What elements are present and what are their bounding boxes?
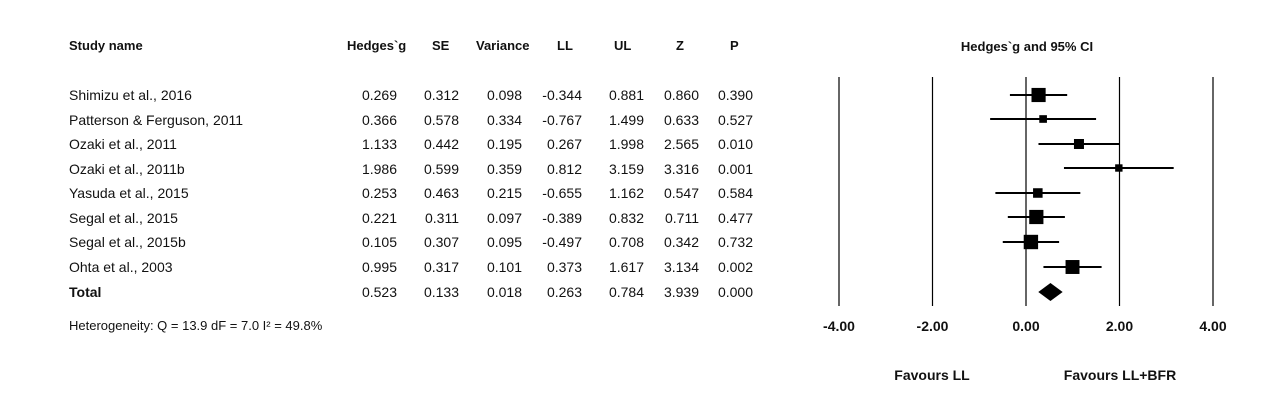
table-row-7-value-4: 0.708 (608, 234, 644, 250)
table-row-2-value-1: 0.578 (423, 112, 459, 128)
x-tick-label-4: 4.00 (1199, 318, 1227, 334)
effect-square-2 (1039, 115, 1047, 123)
table-row-6-value-3: -0.389 (542, 210, 582, 226)
table-row-6-value-4: 0.832 (608, 210, 644, 226)
table-row-6-name: Segal et al., 2015 (69, 210, 178, 226)
table-row-3-value-4: 1.998 (608, 136, 644, 152)
table-row-8-value-2: 0.101 (486, 259, 522, 275)
table-row-1-value-2: 0.098 (486, 87, 522, 103)
table-row-2-name: Patterson & Ferguson, 2011 (69, 112, 244, 128)
table-row-2-value-6: 0.527 (717, 112, 753, 128)
x-tick-label-0: -4.00 (823, 318, 855, 334)
table-row-6-value-6: 0.477 (717, 210, 753, 226)
effect-square-1 (1032, 88, 1046, 102)
x-tick-label-3: 2.00 (1105, 318, 1134, 334)
table-row-total-value-0: 0.523 (361, 284, 397, 300)
table-row-5-value-3: -0.655 (542, 185, 582, 201)
table-row-2-value-5: 0.633 (663, 112, 699, 128)
header-se: SE (432, 38, 450, 53)
table-row-2-value-0: 0.366 (361, 112, 397, 128)
effect-square-7 (1024, 235, 1038, 249)
table-row-5-value-6: 0.584 (717, 185, 753, 201)
table-row-6-value-1: 0.311 (425, 210, 459, 226)
table-row-1-value-4: 0.881 (608, 87, 644, 103)
favours-left-label: Favours LL (894, 367, 970, 383)
table-row-total-value-5: 3.939 (663, 284, 699, 300)
table-row-8-value-6: 0.002 (717, 259, 753, 275)
table-row-4-value-2: 0.359 (486, 161, 522, 177)
table-row-total-name: Total (69, 284, 102, 300)
table-row-3-value-5: 2.565 (663, 136, 699, 152)
x-tick-label-1: -2.00 (916, 318, 949, 334)
table-row-total-value-1: 0.133 (423, 284, 459, 300)
table-row-7-value-6: 0.732 (717, 234, 753, 250)
header-ul: UL (614, 38, 632, 53)
plot-title: Hedges`g and 95% CI (960, 39, 1094, 54)
heterogeneity-note: Heterogeneity: Q = 13.9 dF = 7.0 I² = 49.8% (69, 318, 323, 333)
table-row-3-name: Ozaki et al., 2011 (69, 136, 177, 152)
table-row-2-value-2: 0.334 (486, 112, 522, 128)
table-row-5-name: Yasuda et al., 2015 (69, 185, 189, 201)
table-row-8-value-4: 1.617 (608, 259, 644, 275)
table-row-1-value-3: -0.344 (542, 87, 582, 103)
table-row-1-value-5: 0.860 (663, 87, 699, 103)
table-row-6-value-2: 0.097 (486, 210, 522, 226)
table-row-3-value-3: 0.267 (546, 136, 582, 152)
table-row-7-value-1: 0.307 (423, 234, 459, 250)
table-row-7-value-3: -0.497 (542, 234, 582, 250)
table-row-4-name: Ozaki et al., 2011b (69, 161, 185, 177)
table-row-6-value-5: 0.711 (665, 210, 699, 226)
table-row-7-value-0: 0.105 (361, 234, 397, 250)
table-row-3-value-0: 1.133 (361, 136, 397, 152)
table-row-2-value-4: 1.499 (608, 112, 644, 128)
table-row-6-value-0: 0.221 (361, 210, 397, 226)
table-row-5-value-1: 0.463 (423, 185, 459, 201)
header-ll: LL (557, 38, 573, 53)
effect-square-3 (1074, 139, 1084, 149)
table-row-7-value-2: 0.095 (486, 234, 522, 250)
table-row-3-value-6: 0.010 (717, 136, 753, 152)
table-row-5-value-5: 0.547 (663, 185, 699, 201)
table-row-total-value-4: 0.784 (608, 284, 644, 300)
favours-right-label: Favours LL+BFR (1063, 367, 1177, 383)
header-p: P (730, 38, 739, 53)
table-row-1-name: Shimizu et al., 2016 (69, 87, 192, 103)
table-row-total-value-6: 0.000 (717, 284, 753, 300)
table-row-5-value-4: 1.162 (608, 185, 644, 201)
table-row-5-value-2: 0.215 (486, 185, 522, 201)
header-z: Z (676, 38, 684, 53)
table-row-8-value-1: 0.317 (423, 259, 459, 275)
header-hedges-g: Hedges`g (347, 38, 407, 53)
table-row-4-value-0: 1.986 (361, 161, 397, 177)
header-study-name: Study name (69, 38, 143, 53)
effect-square-6 (1029, 210, 1043, 224)
table-row-4-value-5: 3.316 (663, 161, 699, 177)
table-row-8-value-0: 0.995 (361, 259, 397, 275)
table-row-4-value-4: 3.159 (608, 161, 644, 177)
table-row-3-value-2: 0.195 (486, 136, 522, 152)
table-row-8-value-3: 0.373 (546, 259, 582, 275)
table-row-3-value-1: 0.442 (423, 136, 459, 152)
table-row-5-value-0: 0.253 (361, 185, 397, 201)
table-row-4-value-6: 0.001 (717, 161, 753, 177)
table-row-1-value-6: 0.390 (717, 87, 753, 103)
table-row-4-value-1: 0.599 (423, 161, 459, 177)
table-row-1-value-0: 0.269 (361, 87, 397, 103)
table-row-8-value-5: 3.134 (663, 259, 699, 275)
table-row-total-value-2: 0.018 (486, 284, 522, 300)
table-row-4-value-3: 0.812 (546, 161, 582, 177)
summary-diamond (1038, 283, 1062, 301)
header-variance: Variance (476, 38, 530, 53)
table-row-1-value-1: 0.312 (423, 87, 459, 103)
effect-square-8 (1066, 260, 1080, 274)
table-row-7-value-5: 0.342 (663, 234, 699, 250)
effect-square-5 (1033, 188, 1043, 198)
x-tick-label-2: 0.00 (1012, 318, 1040, 334)
table-row-8-name: Ohta et al., 2003 (69, 259, 173, 275)
table-row-7-name: Segal et al., 2015b (69, 234, 186, 250)
table-row-total-value-3: 0.263 (546, 284, 582, 300)
effect-square-4 (1115, 164, 1122, 171)
table-row-2-value-3: -0.767 (542, 112, 582, 128)
